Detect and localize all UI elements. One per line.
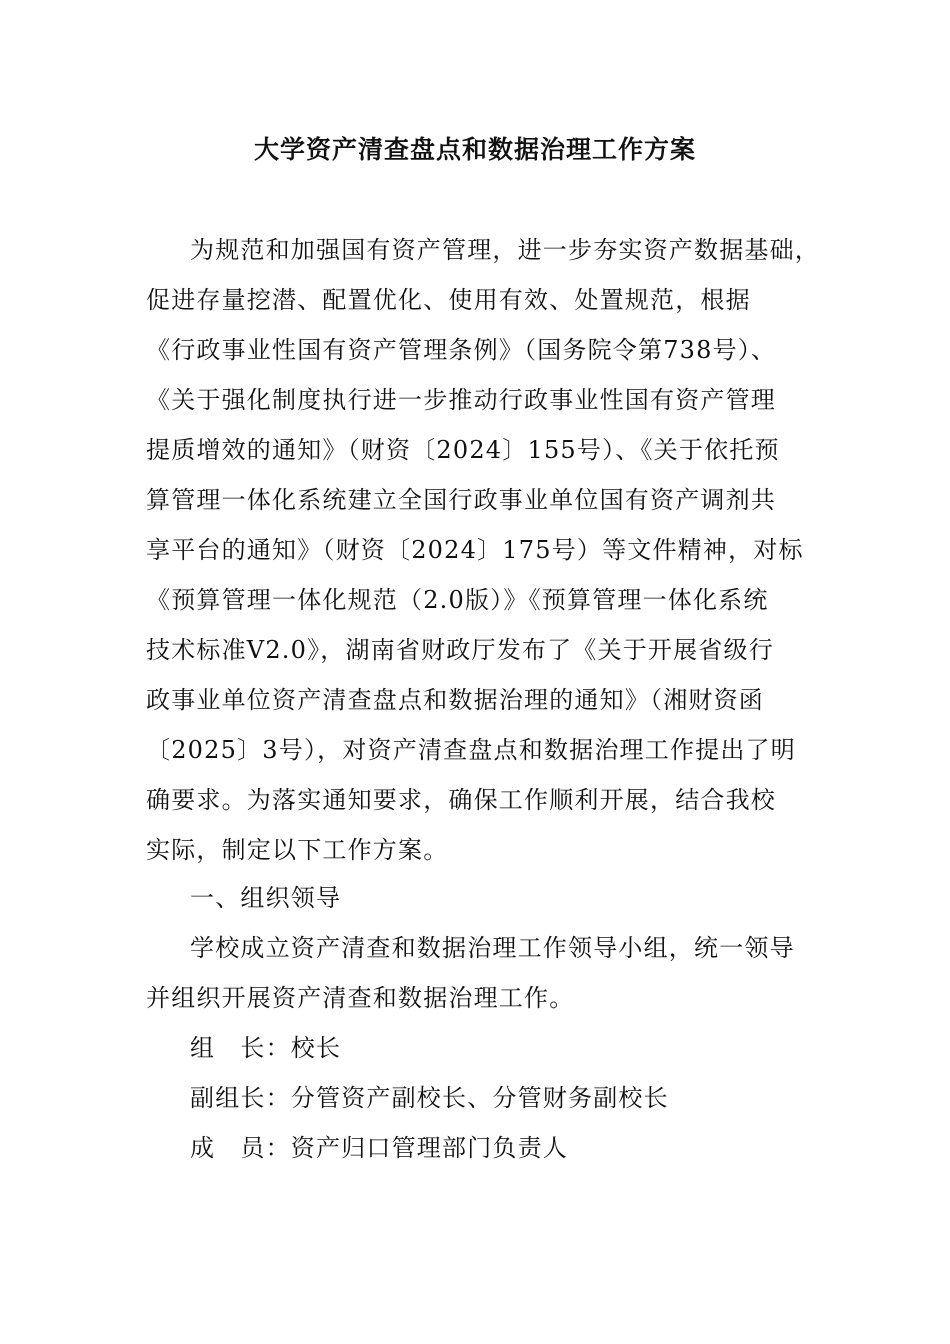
member-line-deputy: 副组长：分管资产副校长、分管财务副校长 — [190, 1084, 669, 1112]
paragraph-line: 享平台的通知》（财资〔2024〕175号）等文件精神，对标 — [146, 536, 804, 564]
paragraph-line: 确要求。为落实通知要求，确保工作顺利开展，结合我校 — [146, 786, 776, 814]
paragraph-line: 学校成立资产清查和数据治理工作领导小组，统一领导 — [190, 934, 795, 962]
paragraph-line: 为规范和加强国有资产管理，进一步夯实资产数据基础， — [190, 236, 820, 264]
paragraph-line: 提质增效的通知》（财资〔2024〕155号）、《关于依托预 — [146, 436, 780, 464]
member-line-members: 成 员：资产归口管理部门负责人 — [190, 1134, 568, 1162]
paragraph-line: 〔2025〕3号），对资产清查盘点和数据治理工作提出了明 — [146, 736, 796, 764]
paragraph-line: 算管理一体化系统建立全国行政事业单位国有资产调剂共 — [146, 486, 776, 514]
paragraph-line: 《关于强化制度执行进一步推动行政事业性国有资产管理 — [146, 386, 776, 414]
paragraph-line: 政事业单位资产清查盘点和数据治理的通知》（湘财资函 — [146, 686, 764, 714]
paragraph-line: 实际，制定以下工作方案。 — [146, 836, 449, 864]
member-line-leader: 组 长：校长 — [190, 1034, 342, 1062]
section-heading: 一、组织领导 — [190, 884, 342, 912]
document-title: 大学资产清查盘点和数据治理工作方案 — [253, 135, 696, 164]
paragraph-line: 技术标准V2.0》，湖南省财政厅发布了《关于开展省级行 — [146, 636, 774, 664]
paragraph-line: 促进存量挖潜、配置优化、使用有效、处置规范，根据 — [146, 286, 751, 314]
paragraph-line: 并组织开展资产清查和数据治理工作。 — [146, 984, 575, 1012]
paragraph-line: 《行政事业性国有资产管理条例》（国务院令第738号）、 — [146, 336, 777, 364]
paragraph-line: 《预算管理一体化规范（2.0版）》《预算管理一体化系统 — [146, 586, 769, 614]
